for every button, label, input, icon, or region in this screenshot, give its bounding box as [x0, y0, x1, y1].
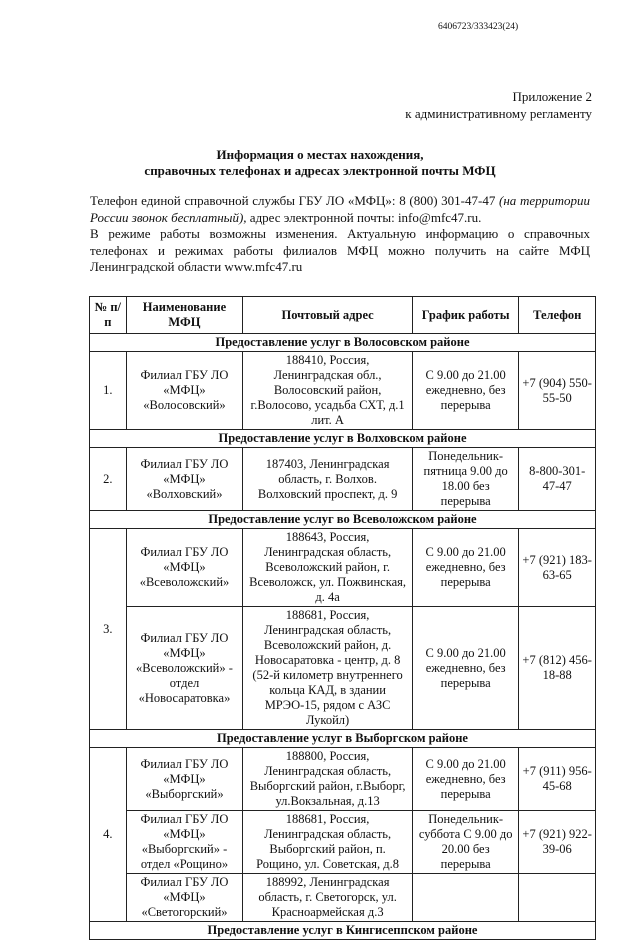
header-phone: Телефон [519, 297, 596, 334]
row-num: 4. [90, 748, 127, 922]
section-title: Предоставление услуг в Выборгском районе [90, 730, 596, 748]
section-title-row [90, 511, 596, 529]
section-title-row [90, 334, 596, 352]
row-schedule: С 9.00 до 21.00 ежедневно, без перерыва [412, 529, 519, 607]
row-num: 1. [90, 352, 127, 430]
row-address: 188800, Россия, Ленинградская область, Выборгский район, г.Выборг, ул.Вокзальная, д.13 [243, 748, 413, 811]
row-phone: +7 (921) 183-63-65 [519, 529, 596, 607]
row-schedule: С 9.00 до 21.00 ежедневно, без перерыва [412, 352, 519, 430]
appendix-header [405, 88, 592, 122]
row-address: 188681, Россия, Ленинградская область, Выборгский район, п. Рощино, ул. Советская, д.8 [243, 811, 413, 874]
row-name: Филиал ГБУ ЛО «МФЦ» «Выборгский» - отдел «Рощино» [126, 811, 243, 874]
row-name: Филиал ГБУ ЛО «МФЦ» «Всеволожский» - отдел «Новосаратовка» [126, 607, 243, 730]
row-name: Филиал ГБУ ЛО «МФЦ» «Волховский» [126, 448, 243, 511]
header-name: Наименование МФЦ [126, 297, 243, 334]
row-address: 188643, Россия, Ленинградская область, Всеволожский район, г. Всеволожск, ул. Пожвинская, д. 4а [243, 529, 413, 607]
table-row [90, 448, 596, 511]
mfc-table [89, 296, 596, 940]
row-num: 3. [90, 529, 127, 730]
title-line-2: справочных телефонах и адресах электронной почты МФЦ [144, 163, 496, 178]
row-schedule: С 9.00 до 21.00 ежедневно, без перерыва [412, 748, 519, 811]
row-address: 188410, Россия, Ленинградская обл., Волосовский район, г.Волосово, усадьба СХТ, д.1 лит. А [243, 352, 413, 430]
section-title: Предоставление услуг в Волосовском районе [90, 334, 596, 352]
row-num: 2. [90, 448, 127, 511]
appendix-line-1: Приложение 2 [512, 89, 592, 104]
section-title: Предоставление услуг во Всеволожском районе [90, 511, 596, 529]
row-schedule: С 9.00 до 21.00 ежедневно, без перерыва [412, 607, 519, 730]
row-name: Филиал ГБУ ЛО «МФЦ» «Волосовский» [126, 352, 243, 430]
appendix-line-2: к административному регламенту [405, 106, 592, 121]
document-title [0, 147, 640, 179]
section-title: Предоставление услуг в Кингисеппском районе [90, 922, 596, 940]
header-num: № п/п [90, 297, 127, 334]
intro-phone-text: Телефон единой справочной службы ГБУ ЛО «МФЦ»: 8 (800) 301-47-47 [90, 193, 500, 208]
intro-email-text: адрес электронной почты: info@mfc47.ru. [246, 209, 482, 225]
row-phone: +7 (904) 550-55-50 [519, 352, 596, 430]
section-title: Предоставление услуг в Волховском районе [90, 430, 596, 448]
row-phone [519, 874, 596, 922]
row-phone: 8-800-301-47-47 [519, 448, 596, 511]
intro-free-call-note: (на территории России звонок бесплатный), [90, 193, 590, 225]
row-name: Филиал ГБУ ЛО «МФЦ» «Светогорский» [126, 874, 243, 922]
row-address: 188992, Ленинградская область, г. Светогорск, ул. Красноармейская д.3 [243, 874, 413, 922]
row-phone: +7 (812) 456-18-88 [519, 607, 596, 730]
row-address: 187403, Ленинградская область, г. Волхов. Волховский проспект, д. 9 [243, 448, 413, 511]
row-phone: +7 (911) 956-45-68 [519, 748, 596, 811]
document-number: 6406723/333423(24) [438, 22, 519, 32]
table-row [90, 352, 596, 430]
section-title-row [90, 430, 596, 448]
header-address: Почтовый адрес [243, 297, 413, 334]
row-name: Филиал ГБУ ЛО «МФЦ» «Всеволожский» [126, 529, 243, 607]
section-title-row [90, 922, 596, 940]
row-phone: +7 (921) 922-39-06 [519, 811, 596, 874]
table-header-row [90, 297, 596, 334]
row-address: 188681, Россия, Ленинградская область, Всеволожский район, д. Новосаратовка - центр, д. 8 (52-й километр внутреннего кольца КАД, в здании МРЭО-15, рядом с АЗС Лукойл) [243, 607, 413, 730]
row-schedule: Понедельник-пятница 9.00 до 18.00 без перерыва [412, 448, 519, 511]
intro-paragraph-1 [90, 193, 590, 226]
title-line-1: Информация о местах нахождения, [216, 147, 424, 162]
table-row [90, 607, 596, 730]
table-row [90, 874, 596, 922]
table-row [90, 529, 596, 607]
section-title-row [90, 730, 596, 748]
row-schedule [412, 874, 519, 922]
header-schedule: График работы [412, 297, 519, 334]
intro-paragraph-2: В режиме работы возможны изменения. Актуальную информацию о справочных телефонах и режимах работы филиалов МФЦ можно получить на сайте МФЦ Ленинградской области www.mfc47.ru [90, 226, 590, 274]
table-row [90, 748, 596, 811]
row-name: Филиал ГБУ ЛО «МФЦ» «Выборгский» [126, 748, 243, 811]
row-schedule: Понедельник-суббота С 9.00 до 20.00 без перерыва [412, 811, 519, 874]
table-row [90, 811, 596, 874]
intro-text [90, 193, 590, 276]
